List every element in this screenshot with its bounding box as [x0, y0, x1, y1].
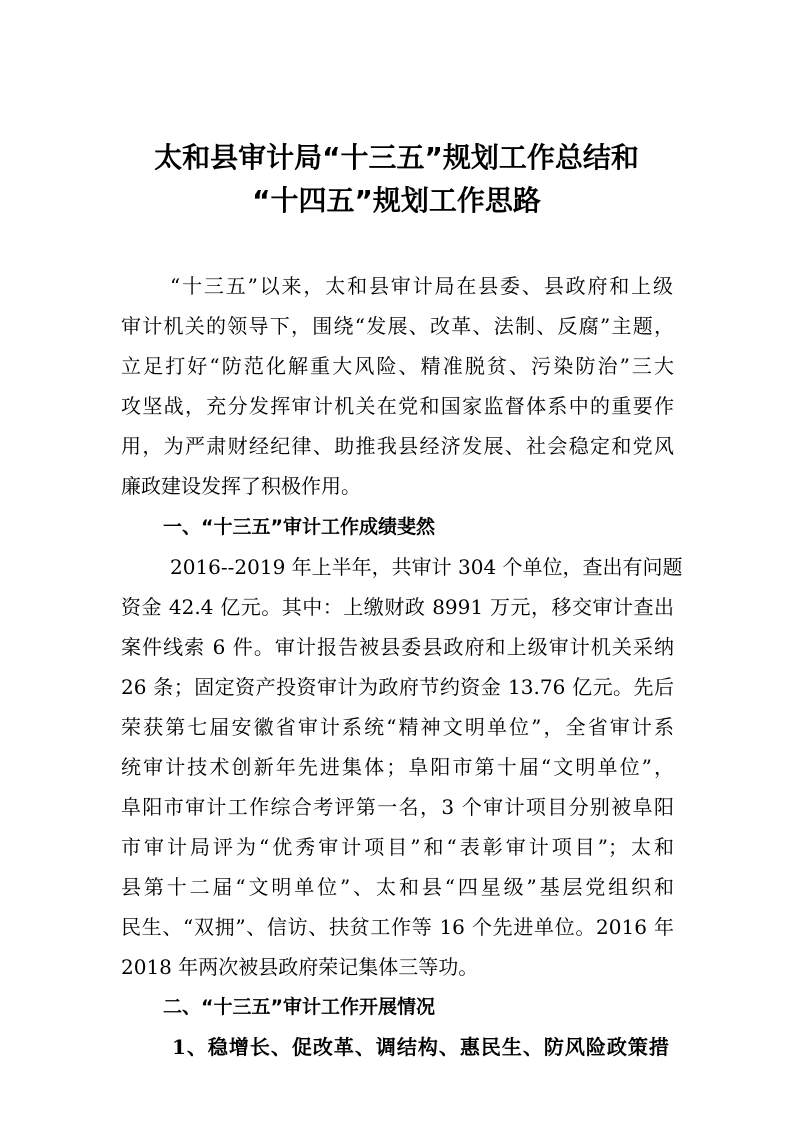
- paragraph-line: 资金 42.4 亿元。其中：上缴财政 8991 万元，移交审计查出: [121, 595, 674, 619]
- paragraph-line: 市审计局评为“优秀审计项目”和“表彰审计项目”；太和: [121, 835, 674, 859]
- document-title-line1: 太和县审计局“十三五”规划工作总结和: [154, 141, 639, 174]
- paragraph-line: 阜阳市审计工作综合考评第一名，3 个审计项目分别被阜阳: [121, 795, 674, 819]
- document-title-line2: “十四五”规划工作思路: [252, 184, 541, 217]
- section-heading-1: 一、“十三五”审计工作成绩斐然: [163, 516, 435, 538]
- paragraph-line: 用，为严肃财经纪律、助推我县经济发展、社会稳定和党风: [121, 434, 674, 458]
- paragraph-line: 审计机关的领导下，围绕“发展、改革、法制、反腐”主题，: [121, 314, 674, 338]
- paragraph-line: 县第十二届“文明单位”、太和县“四星级”基层党组织和: [121, 875, 674, 899]
- paragraph-line: 26 条；固定资产投资审计为政府节约资金 13.76 亿元。先后: [121, 675, 674, 699]
- paragraph-line: 荣获第七届安徽省审计系统“精神文明单位”，全省审计系: [121, 715, 674, 739]
- paragraph-line: 案件线索 6 件。审计报告被县委县政府和上级审计机关采纳: [121, 635, 674, 659]
- section-heading-2: 二、“十三五”审计工作开展情况: [163, 996, 435, 1018]
- paragraph-line: “十三五”以来，太和县审计局在县委、县政府和上级: [170, 274, 673, 298]
- paragraph-line: 2016--2019 年上半年，共审计 304 个单位，查出有问题: [170, 555, 683, 579]
- paragraph-line: 民生、“双拥”、信访、扶贫工作等 16 个先进单位。2016 年: [121, 915, 674, 939]
- paragraph-line: 统审计技术创新年先进集体；阜阳市第十届“文明单位”，: [121, 755, 674, 779]
- subsection-heading-1: 1、稳增长、促改革、调结构、惠民生、防风险政策措: [172, 1035, 670, 1059]
- paragraph-line: 2018 年两次被县政府荣记集体三等功。: [121, 955, 479, 979]
- paragraph-line: 攻坚战，充分发挥审计机关在党和国家监督体系中的重要作: [121, 394, 674, 418]
- paragraph-line: 廉政建设发挥了积极作用。: [121, 474, 361, 498]
- paragraph-line: 立足打好“防范化解重大风险、精准脱贫、污染防治”三大: [121, 354, 674, 378]
